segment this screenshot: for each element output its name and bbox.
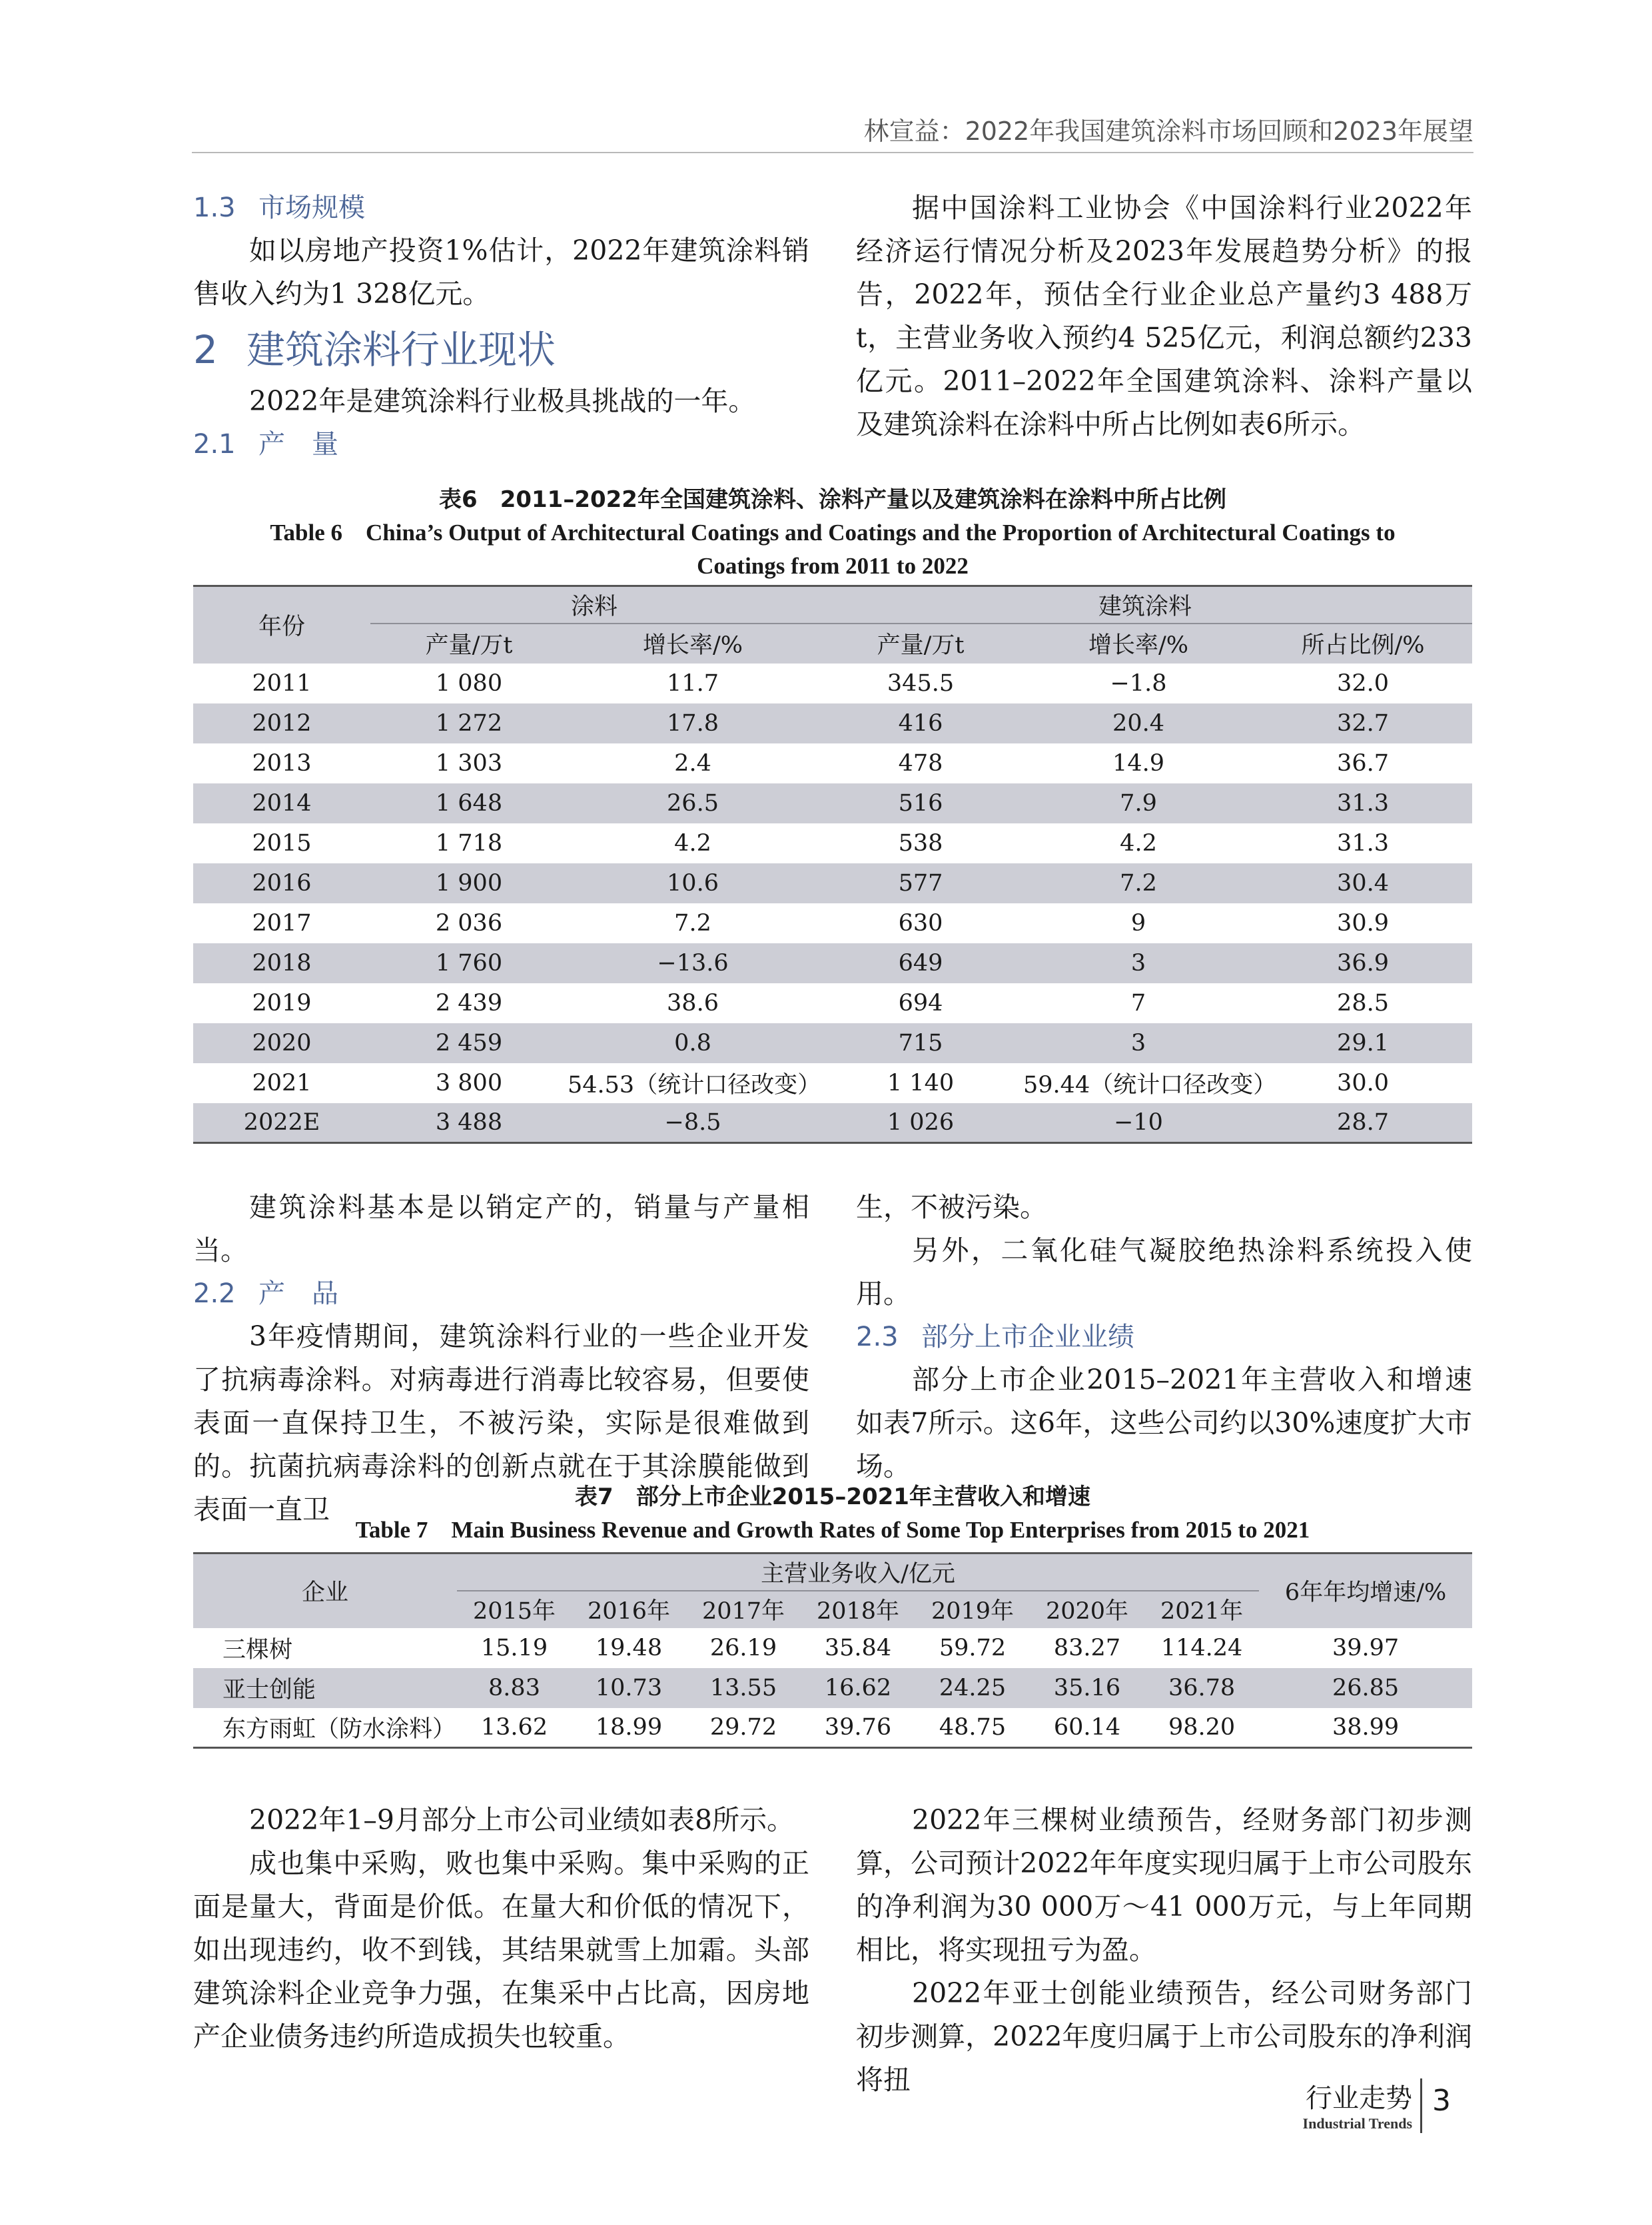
table6-arch-output-cell: 694 xyxy=(898,989,943,1017)
table6-share-cell: 36.9 xyxy=(1254,943,1472,983)
bottom-left-column xyxy=(193,1799,809,2058)
section-title: 建筑涂料行业现状 xyxy=(246,327,556,372)
table6-arch-output-cell: 715 xyxy=(818,1023,1023,1063)
table6 xyxy=(193,585,1472,1144)
footer-section-en: Industrial Trends xyxy=(1302,2115,1412,2132)
table6-growth-header: 增长率/% xyxy=(568,624,818,664)
table7-company-cell: 亚士创能 xyxy=(193,1668,457,1708)
table6-arch-output-cell: 538 xyxy=(898,829,943,857)
table7-revenue-cell: 35.16 xyxy=(1030,1668,1144,1708)
table7-revenue-cell: 10.73 xyxy=(572,1668,686,1708)
table7-revenue-cell: 114.24 xyxy=(1160,1634,1243,1661)
table6-caption-cn: 表6 2011–2022年全国建筑涂料、涂料产量以及建筑涂料在涂料中所占比例 xyxy=(439,486,1226,513)
table6-year-cell: 2022E xyxy=(193,1103,370,1143)
table6-year-cell: 2018 xyxy=(193,943,370,983)
table6-row xyxy=(193,863,1472,903)
upper-left-column xyxy=(193,187,809,466)
table6-year-cell: 2017 xyxy=(252,909,312,937)
skshu-forecast-paragraph: 2022年三棵树业绩预告，经财务部门初步测算，公司预计2022年年度实现归属于上市公司股东的净利润为30 000万～41 000万元，与上年同期相比，将实现扭亏为盈。 xyxy=(856,1804,1472,1966)
table7-revenue-cell: 60.14 xyxy=(1030,1708,1144,1748)
footer-section-label xyxy=(1266,2077,1412,2132)
table6-row xyxy=(193,983,1472,1023)
table6-coatings-output-cell: 2 459 xyxy=(370,1023,568,1063)
table7-row xyxy=(193,1708,1472,1748)
table7-avg-growth-cell: 38.99 xyxy=(1259,1708,1472,1748)
table6-share-cell: 32.7 xyxy=(1254,703,1472,743)
table6-arch-growth-cell: −10 xyxy=(1023,1103,1254,1143)
table6-share-cell: 28.7 xyxy=(1254,1103,1472,1143)
section-2-3-heading xyxy=(856,1316,1472,1358)
market-size-paragraph: 如以房地产投资1%估计，2022年建筑涂料销售收入约为1 328亿元。 xyxy=(193,234,809,310)
table7-year-header: 2020年 xyxy=(1030,1591,1144,1628)
antivirus-paragraph: 3年疫情期间，建筑涂料行业的一些企业开发了抗病毒涂料。对病毒进行消毒比较容易，但要使表面一直保持卫生，不被污染，实际是很难做到的。抗菌抗病毒涂料的创新点就在于其涂膜能做到表面一直卫 xyxy=(193,1320,809,1526)
table6-row xyxy=(193,1103,1472,1143)
section-2-2-heading xyxy=(193,1272,809,1315)
section-title: 产 量 xyxy=(258,429,338,460)
table6-coatings-growth-cell: 10.6 xyxy=(568,863,818,903)
table6-share-cell: 30.9 xyxy=(1337,909,1389,937)
table6-share-cell: 31.3 xyxy=(1254,783,1472,823)
continued-paragraph: 生，不被污染。 xyxy=(856,1191,1047,1223)
table7-company-cell: 三棵树 xyxy=(222,1636,293,1663)
table6-arch-growth-cell: 20.4 xyxy=(1023,703,1254,743)
table6-coatings-output-cell: 2 439 xyxy=(435,989,503,1017)
table7-revenue-cell: 98.20 xyxy=(1144,1708,1259,1748)
table6-arch-output-cell: 649 xyxy=(818,943,1023,983)
section-number: 2.1 xyxy=(193,429,236,460)
asia-cuanon-forecast-paragraph: 2022年亚士创能业绩预告，经公司财务部门初步测算，2022年度归属于上市公司股东的净利润将扭 xyxy=(856,1977,1472,2096)
table6-coatings-output-cell: 1 718 xyxy=(435,829,503,857)
table6-row xyxy=(193,743,1472,783)
table7-year-header: 2018年 xyxy=(801,1591,915,1628)
table7-revenue-cell: 13.62 xyxy=(457,1708,572,1748)
table6-share-header: 所占比例/% xyxy=(1254,624,1472,664)
upper-right-column xyxy=(856,187,1472,446)
table6-year-cell: 2014 xyxy=(193,783,370,823)
section-number: 2 xyxy=(193,327,218,372)
table7-revenue-cell: 36.78 xyxy=(1144,1668,1259,1708)
table6-arch-output-cell: 345.5 xyxy=(887,669,955,697)
table6-arch-group-header: 建筑涂料 xyxy=(818,586,1472,624)
table6-share-cell: 29.1 xyxy=(1254,1023,1472,1063)
table6-arch-growth-cell: 14.9 xyxy=(1112,749,1164,777)
table7-revenue-cell: 16.62 xyxy=(801,1668,915,1708)
table7-year-header: 2016年 xyxy=(572,1591,686,1628)
table6-coatings-growth-cell: −8.5 xyxy=(568,1103,818,1143)
table7-revenue-cell: 24.25 xyxy=(915,1668,1030,1708)
table6-coatings-growth-cell: 0.8 xyxy=(568,1023,818,1063)
q1-q3-paragraph: 2022年1–9月部分上市公司业绩如表8所示。 xyxy=(249,1804,795,1836)
table6-coatings-output-cell: 1 272 xyxy=(370,703,568,743)
table6-share-cell: 36.7 xyxy=(1337,749,1389,777)
listed-companies-paragraph: 部分上市企业2015–2021年主营收入和增速如表7所示。这6年，这些公司约以30%速度扩大市场。 xyxy=(856,1364,1472,1482)
table6-coatings-output-cell: 3 488 xyxy=(370,1103,568,1143)
table6-coatings-growth-cell: 4.2 xyxy=(674,829,711,857)
table7-caption-cn: 表7 部分上市企业2015–2021年主营收入和增速 xyxy=(575,1484,1090,1510)
table7-revenue-cell: 19.48 xyxy=(595,1634,663,1661)
table6-row xyxy=(193,703,1472,743)
table6-arch-output-header: 产量/万t xyxy=(818,624,1023,664)
table6-coatings-growth-cell: −13.6 xyxy=(568,943,818,983)
table7-revenue-cell: 29.72 xyxy=(686,1708,801,1748)
table6-arch-growth-cell: 59.44（统计口径改变） xyxy=(1023,1071,1277,1099)
table6-year-cell: 2013 xyxy=(252,749,312,777)
table6-coatings-growth-cell: 2.4 xyxy=(674,749,711,777)
table6-arch-output-cell: 478 xyxy=(898,749,943,777)
section-title: 产 品 xyxy=(258,1278,338,1309)
report-intro-paragraph: 据中国涂料工业协会《中国涂料行业2022年经济运行情况分析及2023年发展趋势分析》的报告，2022年，预估全行业企业总产量约3 488万t，主营业务收入预约4 525亿元，利润总额约233亿元。2011–2022年全国建筑涂料、涂料产量以及建筑涂料在涂料中所占比例如表6所示。 xyxy=(856,192,1472,440)
table6-share-cell: 32.0 xyxy=(1337,669,1389,697)
page-number: 3 xyxy=(1432,2084,1451,2118)
table6-coatings-output-cell: 3 800 xyxy=(435,1069,503,1097)
table6-row xyxy=(193,943,1472,983)
table6-arch-growth-cell: 4.2 xyxy=(1120,829,1157,857)
sales-paragraph: 建筑涂料基本是以销定产的，销量与产量相当。 xyxy=(193,1191,809,1266)
table6-output-header: 产量/万t xyxy=(370,624,568,664)
table6-arch-output-cell: 1 140 xyxy=(887,1069,955,1097)
table6-arch-output-cell: 416 xyxy=(818,703,1023,743)
footer-section-cn: 行业走势 xyxy=(1306,2083,1412,2114)
table6-caption xyxy=(193,483,1472,583)
table6-row xyxy=(193,783,1472,823)
table6-arch-output-cell: 577 xyxy=(818,863,1023,903)
table6-coatings-output-cell: 1 303 xyxy=(435,749,503,777)
table7-avg-growth-cell: 26.85 xyxy=(1259,1668,1472,1708)
table6-row xyxy=(193,664,1472,703)
running-header: 林宣益：2022年我国建筑涂料市场回顾和2023年展望 xyxy=(192,112,1473,153)
aerogel-paragraph: 另外，二氧化硅气凝胶绝热涂料系统投入使用。 xyxy=(856,1234,1472,1310)
table7-year-header: 2019年 xyxy=(915,1591,1030,1628)
table6-share-cell: 30.0 xyxy=(1337,1069,1389,1097)
table6-row xyxy=(193,1063,1472,1103)
table6-year-cell: 2021 xyxy=(252,1069,312,1097)
table6-arch-growth-cell: 7.2 xyxy=(1023,863,1254,903)
table6-arch-growth-cell: −1.8 xyxy=(1110,669,1167,697)
table7-revenue-group-header: 主营业务收入/亿元 xyxy=(457,1554,1259,1591)
table6-coatings-output-cell: 1 900 xyxy=(370,863,568,903)
table6-caption-en: Table 6 China’s Output of Architectural Coatings and Coatings and the Proportion of Architectural Coatings to Coatings from 2011 to 2022 xyxy=(270,520,1396,579)
table6-coatings-output-cell: 1 648 xyxy=(370,783,568,823)
table6-coatings-growth-cell: 38.6 xyxy=(667,989,719,1017)
table6-arch-growth-header: 增长率/% xyxy=(1023,624,1254,664)
table6-year-cell: 2015 xyxy=(252,829,312,857)
table7-row xyxy=(193,1668,1472,1708)
table6-row xyxy=(193,823,1472,863)
table7-revenue-cell: 35.84 xyxy=(824,1634,892,1661)
footer-divider xyxy=(1420,2078,1422,2133)
table6-row xyxy=(193,903,1472,943)
table7-year-header: 2021年 xyxy=(1144,1591,1259,1628)
table6-year-cell: 2020 xyxy=(193,1023,370,1063)
table7-growth-header: 6年年均增速/% xyxy=(1259,1554,1472,1628)
table6-arch-output-cell: 630 xyxy=(898,909,943,937)
table7-revenue-cell: 39.76 xyxy=(801,1708,915,1748)
table6-share-cell: 31.3 xyxy=(1337,829,1389,857)
table7-caption xyxy=(193,1480,1472,1547)
table6-year-header: 年份 xyxy=(193,586,370,664)
table7-row xyxy=(193,1628,1472,1668)
table6-coatings-growth-cell: 7.2 xyxy=(674,909,711,937)
table6-year-cell: 2019 xyxy=(252,989,312,1017)
table7-revenue-cell: 59.72 xyxy=(939,1634,1007,1661)
table7-revenue-cell: 18.99 xyxy=(572,1708,686,1748)
table6-arch-output-cell: 1 026 xyxy=(818,1103,1023,1143)
table6-coatings-growth-cell: 26.5 xyxy=(568,783,818,823)
table7-revenue-cell: 13.55 xyxy=(686,1668,801,1708)
section-1-3-heading xyxy=(193,187,809,229)
table7-year-header: 2017年 xyxy=(686,1591,801,1628)
table7-company-header: 企业 xyxy=(193,1554,457,1628)
table7-revenue-cell: 83.27 xyxy=(1053,1634,1121,1661)
table7-avg-growth-cell: 39.97 xyxy=(1332,1634,1400,1661)
table6-coatings-growth-cell: 17.8 xyxy=(568,703,818,743)
table7-company-cell: 东方雨虹（防水涂料） xyxy=(193,1708,457,1748)
table6-year-cell: 2011 xyxy=(252,669,312,697)
section-number: 1.3 xyxy=(193,193,236,223)
table7-revenue-cell: 48.75 xyxy=(915,1708,1030,1748)
section-number: 2.2 xyxy=(193,1278,236,1309)
section-2-1-heading xyxy=(193,423,809,466)
table6-coatings-output-cell: 2 036 xyxy=(435,909,503,937)
table6-arch-output-cell: 516 xyxy=(818,783,1023,823)
industry-status-paragraph: 2022年是建筑涂料行业极具挑战的一年。 xyxy=(249,385,756,417)
table6-arch-growth-cell: 7 xyxy=(1130,989,1146,1017)
table6-coatings-output-cell: 1 760 xyxy=(370,943,568,983)
section-2-heading xyxy=(193,320,809,380)
table6-coatings-output-cell: 1 080 xyxy=(435,669,503,697)
table6-arch-growth-cell: 3 xyxy=(1023,1023,1254,1063)
table7-revenue-cell: 8.83 xyxy=(457,1668,572,1708)
table6-row xyxy=(193,1023,1472,1063)
table7-caption-en: Table 7 Main Business Revenue and Growth Rates of Some Top Enterprises from 2015 to 2021 xyxy=(355,1517,1310,1543)
table6-arch-growth-cell: 3 xyxy=(1023,943,1254,983)
middle-right-column xyxy=(856,1186,1472,1488)
table6-coatings-growth-cell: 54.53（统计口径改变） xyxy=(568,1071,821,1099)
table6-arch-growth-cell: 9 xyxy=(1130,909,1146,937)
table6-share-cell: 28.5 xyxy=(1337,989,1389,1017)
table7-revenue-cell: 26.19 xyxy=(709,1634,777,1661)
table7 xyxy=(193,1552,1472,1749)
table6-year-cell: 2016 xyxy=(193,863,370,903)
table6-coatings-group-header: 涂料 xyxy=(370,586,818,624)
table7-year-header: 2015年 xyxy=(457,1591,572,1628)
section-title: 市场规模 xyxy=(258,193,365,223)
section-number: 2.3 xyxy=(856,1322,899,1352)
table6-arch-growth-cell: 7.9 xyxy=(1023,783,1254,823)
table6-coatings-growth-cell: 11.7 xyxy=(667,669,719,697)
procurement-paragraph: 成也集中采购，败也集中采购。集中采购的正面是量大，背面是价低。在量大和价低的情况下，如出现违约，收不到钱，其结果就雪上加霜。头部建筑涂料企业竞争力强，在集采中占比高，因房地产企业债务违约所造成损失也较重。 xyxy=(193,1847,809,2052)
bottom-right-column xyxy=(856,1799,1472,2102)
table6-year-cell: 2012 xyxy=(193,703,370,743)
table7-revenue-cell: 15.19 xyxy=(480,1634,548,1661)
table6-share-cell: 30.4 xyxy=(1254,863,1472,903)
section-title: 部分上市企业业绩 xyxy=(921,1322,1134,1352)
